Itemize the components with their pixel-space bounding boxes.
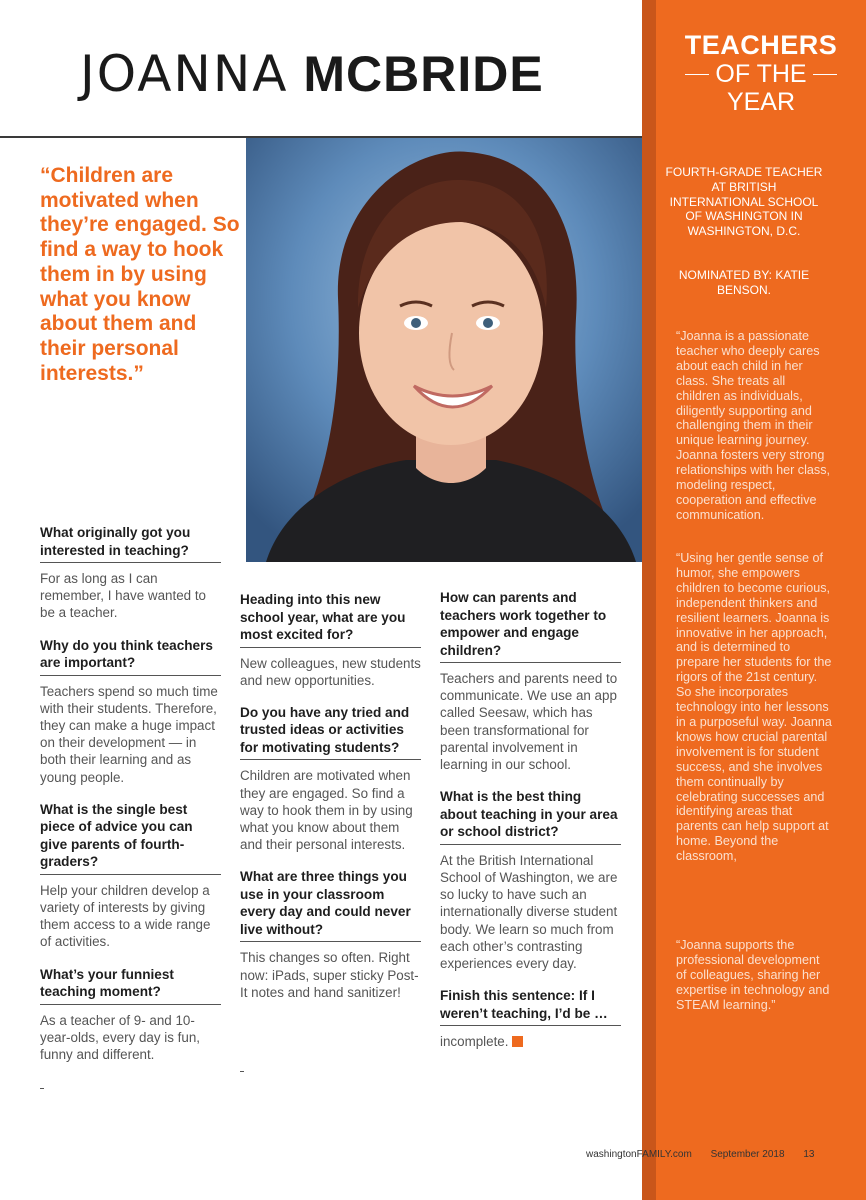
nomination-paragraph-1: “Joanna is a passionate teacher who deeply cares about each child in her class. She treats all children as individuals, diligently supporting and challenging them in their unique learning journey. Joanna fosters very strong relationships with her class, modeling respect, cooperation and effective communication.: [676, 329, 830, 522]
question: Heading into this new school year, what are you most excited for?: [240, 591, 421, 648]
answer: New colleagues, new students and new opportunities.: [240, 655, 421, 688]
nominated-by: NOMINATED BY: KATIE BENSON.: [678, 268, 810, 297]
question: What is the best thing about teaching in your area or school district?: [440, 788, 621, 845]
teacher-role: FOURTH-GRADE TEACHER AT BRITISH INTERNATIONAL SCHOOL OF WASHINGTON IN WASHINGTON, D.C.: [665, 165, 823, 239]
answer: Children are motivated when they are engaged. So find a way to hook them in by using what you know about them and their personal interests.: [240, 768, 413, 853]
answer: Help your children develop a variety of interests by giving them access to a wide range of activities.: [40, 882, 211, 950]
question: What is the single best piece of advice you can give parents of fourth-graders?: [40, 801, 221, 875]
final-answer: incomplete.: [440, 1034, 509, 1050]
question: What originally got you interested in teaching?: [40, 524, 221, 563]
first-name: JOANNA: [80, 45, 289, 103]
question: What are three things you use in your classroom every day and could never live without?: [240, 868, 421, 942]
badge-line-2: OF THE: [715, 60, 807, 88]
nomination-paragraph-2: “Using her gentle sense of humor, she empowers children to become curious, independent thinkers and resilient learners. Joanna is innovative in her approach, and is determined to prepare her students for the rigors of the 21st century. So she incorporates technology into her lessons in a purposeful way. Joanna knows how crucial parental involvement is for student success, and she involves them continually by celebrating successes and identifying areas that parents can help support at home. Beyond the classroom,: [676, 551, 832, 864]
answer: This changes so often. Right now: iPads, super sticky Post-It notes and hand sanitizer!: [240, 950, 419, 1000]
answer: For as long as I can remember, I have wanted to be a teacher.: [40, 571, 206, 621]
badge-dash-left: [685, 74, 709, 75]
question: Finish this sentence: If I weren’t teaching, I’d be …: [440, 987, 621, 1026]
question: How can parents and teachers work together to empower and engage children?: [440, 589, 621, 663]
badge-line-1: TEACHERS: [684, 30, 838, 60]
qa-column-3: [440, 589, 621, 1065]
qa-column-2: [240, 591, 421, 1016]
answer: Teachers and parents need to communicate. We use an app called Seesaw, which has been transformational for parental involvement in learning in our school.: [440, 671, 618, 773]
answer: At the British International School of Washington, we are so lucky to have such an internationally diverse student body. We learn so much from each other’s contrasting experiences every day.: [440, 852, 618, 971]
teacher-portrait-photo: [246, 138, 642, 562]
teachers-of-the-year-badge: [656, 30, 866, 116]
last-name: MCBRIDE: [303, 46, 544, 102]
sidebar-edge: [642, 0, 656, 1200]
end-of-article-mark: [512, 1036, 523, 1047]
badge-dash-right: [813, 74, 837, 75]
page-title: [80, 44, 544, 104]
badge-line-3: YEAR: [726, 88, 796, 116]
nomination-paragraph-3: “Joanna supports the professional development of colleagues, sharing her expertise in technology and STEAM learning.”: [676, 938, 830, 1012]
answer: [440, 1033, 621, 1050]
page-number: 13: [803, 1149, 815, 1160]
page-footer: [586, 1149, 814, 1160]
question: Do you have any tried and trusted ideas or activities for motivating students?: [240, 704, 421, 761]
badge-line-2-row: [656, 60, 866, 88]
column-tick-1: [40, 1088, 44, 1089]
qa-column-1: [40, 524, 221, 1078]
column-tick-2: [240, 1071, 244, 1072]
footer-site: washingtonFAMILY.com: [586, 1149, 692, 1160]
footer-issue: September 2018: [710, 1149, 785, 1160]
answer: Teachers spend so much time with their students. Therefore, they can make a huge impact on their development — in both their learning and as young people.: [40, 683, 218, 785]
question: Why do you think teachers are important?: [40, 637, 221, 676]
answer: As a teacher of 9- and 10-year-olds, every day is fun, funny and different.: [40, 1012, 201, 1063]
pull-quote: “Children are motivated when they’re engaged. So find a way to hook them in by using what you know about them and their personal interests.”: [40, 164, 240, 385]
question: What’s your funniest teaching moment?: [40, 966, 221, 1005]
portrait-illustration: [246, 138, 642, 562]
